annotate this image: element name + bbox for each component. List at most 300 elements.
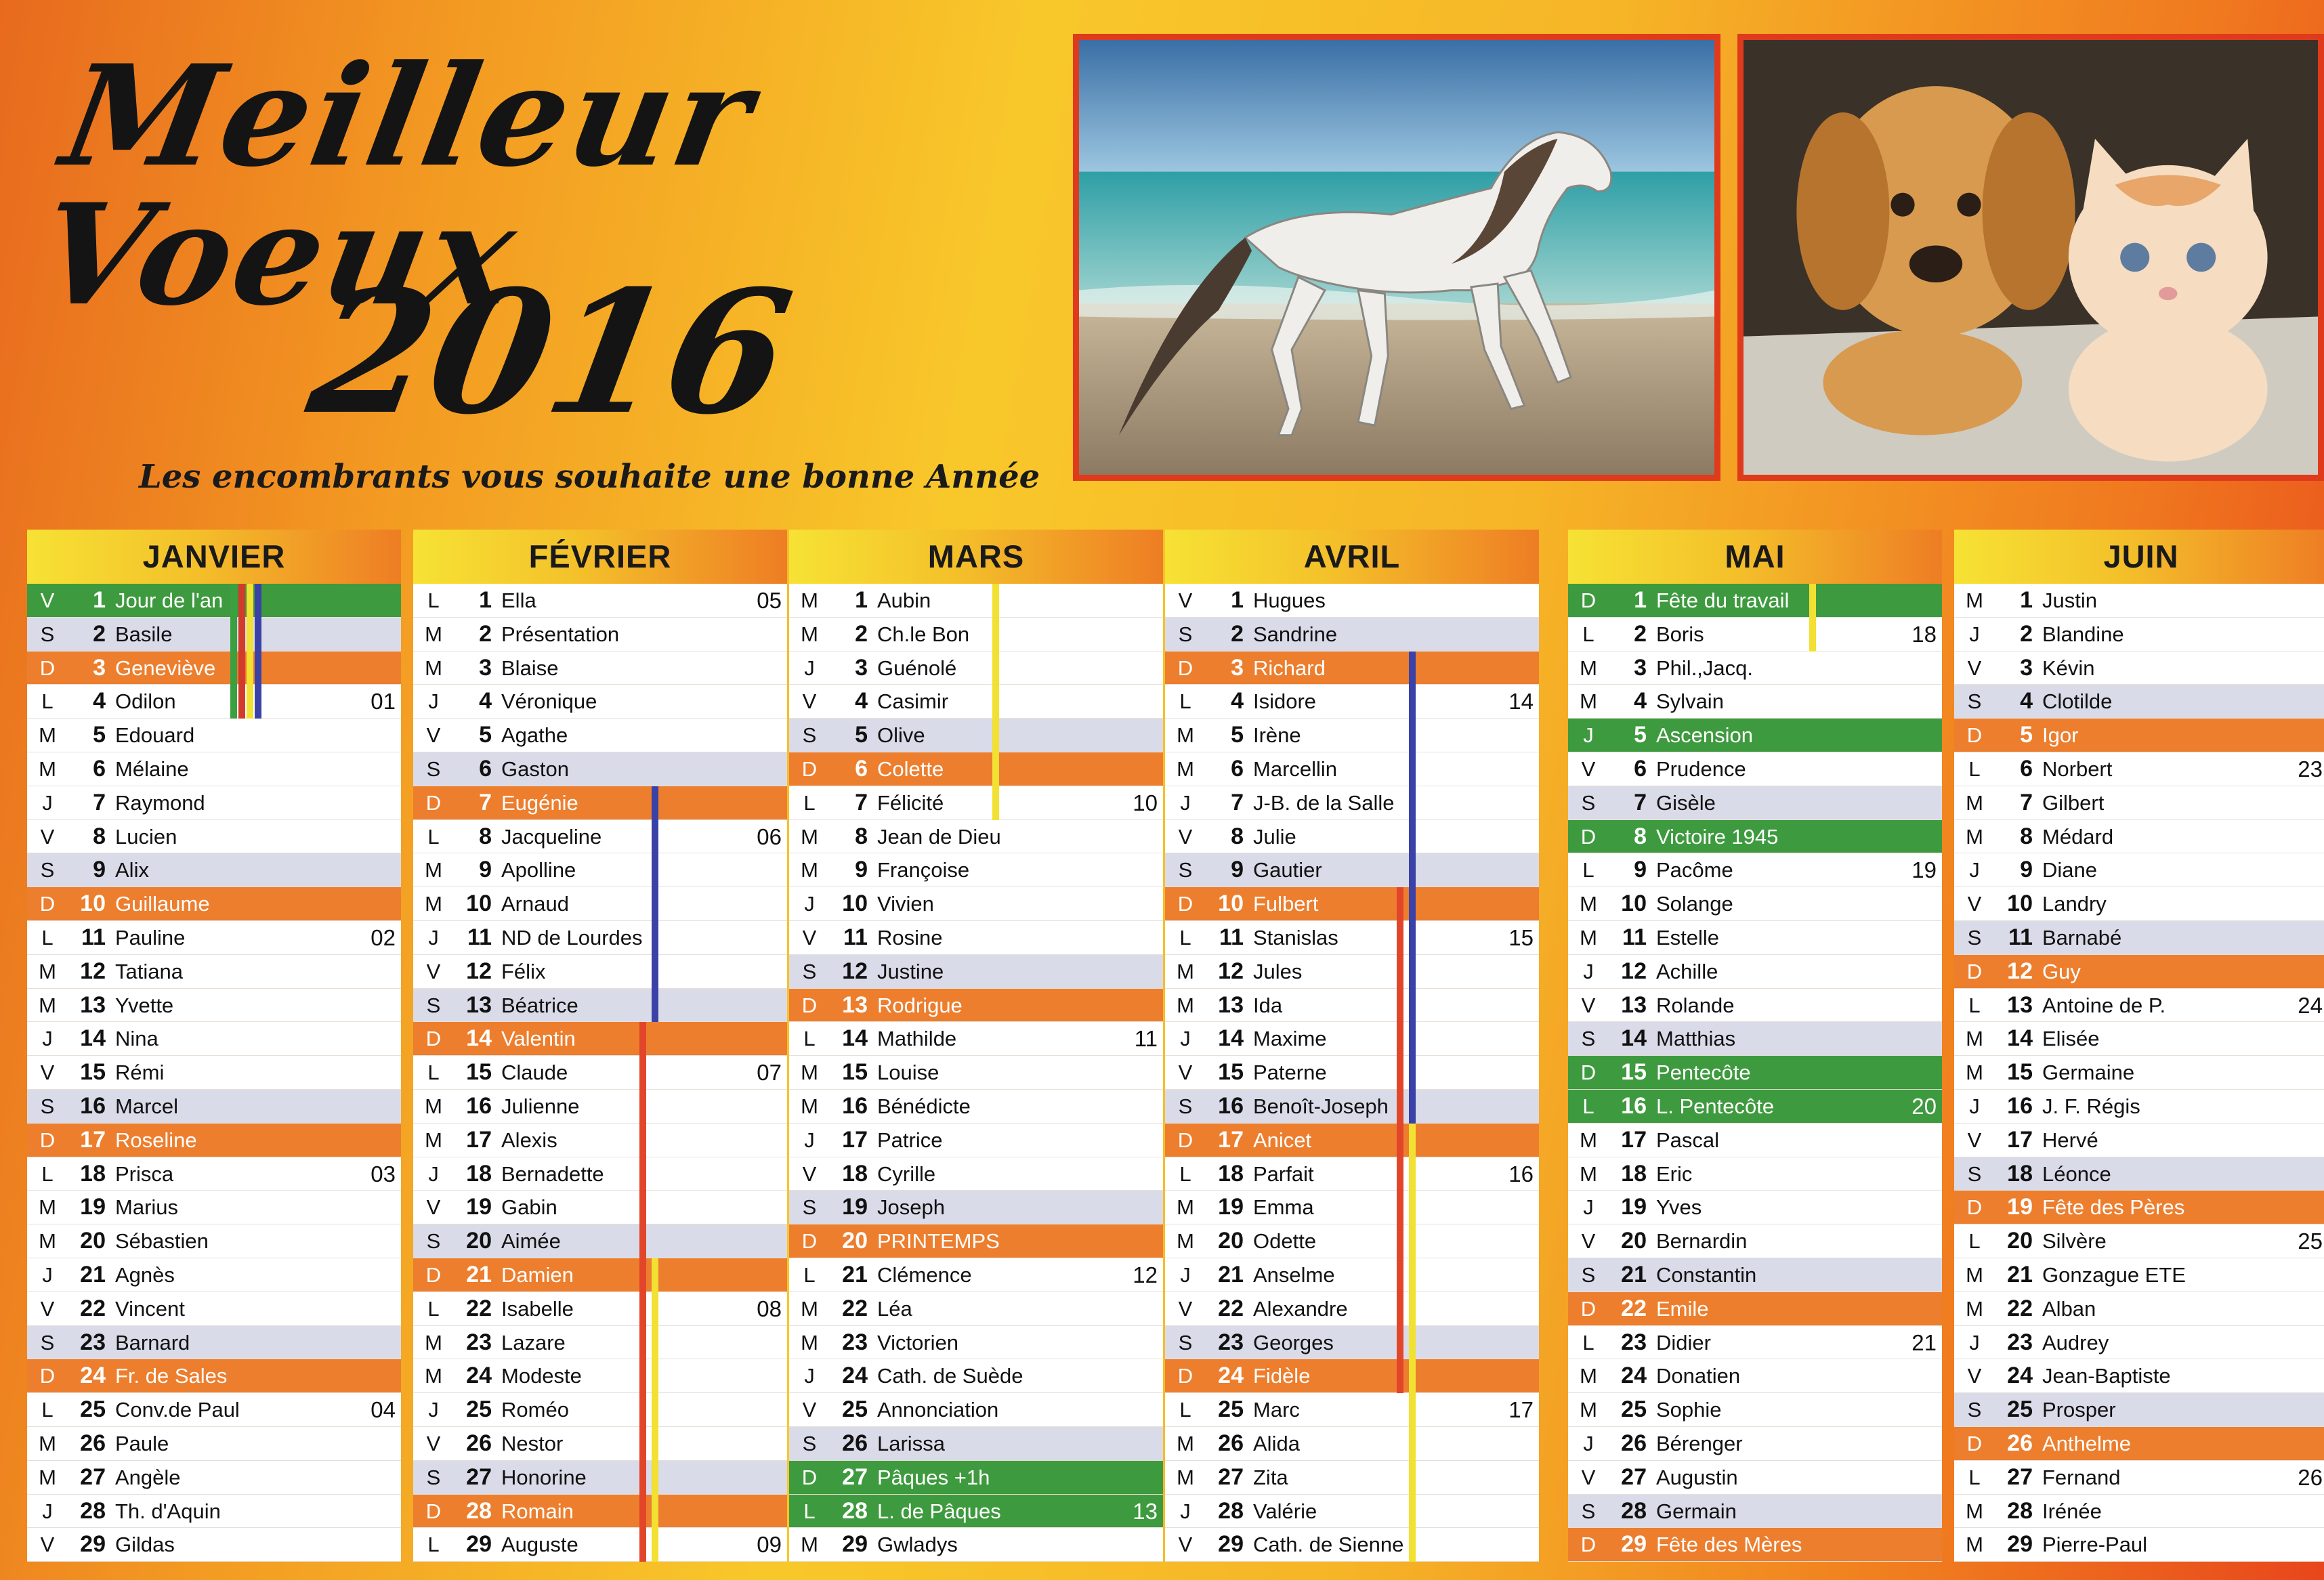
- saint-name: Isabelle: [501, 1296, 574, 1321]
- day-letter: M: [425, 622, 442, 646]
- day-number: 8: [1231, 823, 1244, 849]
- day-row: [1568, 1292, 1942, 1326]
- day-number: 29: [842, 1531, 868, 1558]
- day-row: [789, 921, 1163, 955]
- saint-name: Léonce: [2042, 1161, 2111, 1186]
- day-number: 15: [1621, 1059, 1647, 1086]
- saint-name: Irénée: [2042, 1499, 2102, 1523]
- day-row: [1165, 921, 1539, 955]
- day-letter: V: [40, 1533, 55, 1557]
- day-letter: M: [39, 723, 56, 748]
- day-number: 1: [2020, 587, 2033, 613]
- saint-name: Romain: [501, 1499, 574, 1523]
- day-row: [1165, 1157, 1539, 1191]
- day-number: 15: [2007, 1059, 2033, 1086]
- day-number: 29: [1218, 1531, 1244, 1558]
- day-row: [789, 652, 1163, 685]
- day-number: 17: [1218, 1126, 1244, 1153]
- day-number: 7: [1231, 789, 1244, 815]
- day-row: [789, 1022, 1163, 1056]
- day-row: [789, 1124, 1163, 1157]
- saint-name: Parfait: [1253, 1161, 1314, 1186]
- saint-name: Fernand: [2042, 1465, 2121, 1489]
- saint-name: Valentin: [501, 1027, 576, 1051]
- saint-name: Rodrigue: [877, 993, 963, 1017]
- day-letter: J: [804, 892, 815, 916]
- day-row: [1568, 820, 1942, 854]
- day-row: [1954, 1022, 2324, 1056]
- day-row: [27, 719, 401, 752]
- day-letter: S: [426, 1229, 441, 1254]
- day-letter: V: [1178, 1296, 1193, 1321]
- saint-name: Blandine: [2042, 622, 2124, 646]
- day-letter: J: [1969, 1330, 1980, 1354]
- day-number: 29: [1621, 1531, 1647, 1558]
- day-row: [27, 887, 401, 921]
- saint-name: Eric: [1656, 1161, 1693, 1186]
- saint-name: Hervé: [2042, 1128, 2098, 1152]
- saint-name: Audrey: [2042, 1330, 2109, 1354]
- saint-name: Vincent: [115, 1296, 185, 1321]
- day-letter: V: [1581, 756, 1596, 781]
- day-number: 25: [1218, 1396, 1244, 1423]
- day-number: 1: [93, 587, 106, 613]
- day-row: [789, 584, 1163, 618]
- week-number: 11: [1134, 1026, 1158, 1052]
- day-row: [1568, 1495, 1942, 1529]
- day-row: [27, 820, 401, 854]
- saint-name: Sébastien: [115, 1229, 209, 1254]
- day-number: 22: [466, 1295, 492, 1321]
- day-number: 25: [80, 1396, 106, 1423]
- saint-name: Gonzague ETE: [2042, 1262, 2186, 1287]
- week-number: 05: [757, 588, 782, 613]
- day-letter: D: [1580, 1061, 1597, 1085]
- day-row: [1165, 820, 1539, 854]
- day-row: [1165, 887, 1539, 921]
- week-number: 13: [1133, 1498, 1158, 1524]
- day-row: [27, 618, 401, 652]
- saint-name: Alban: [2042, 1296, 2096, 1321]
- day-number: 7: [1634, 789, 1647, 815]
- month-column: [789, 530, 1163, 1580]
- day-row: [1954, 887, 2324, 921]
- saint-name: Félix: [501, 959, 546, 983]
- day-number: 9: [1634, 857, 1647, 883]
- saint-name: Irène: [1253, 723, 1301, 748]
- day-row: [413, 1461, 787, 1495]
- day-letter: D: [39, 1128, 56, 1152]
- day-number: 21: [2007, 1261, 2033, 1287]
- day-row: [413, 887, 787, 921]
- day-number: 2: [479, 620, 492, 647]
- day-number: 6: [855, 755, 868, 782]
- day-row: [1165, 1022, 1539, 1056]
- saint-name: Th. d'Aquin: [115, 1499, 221, 1523]
- day-row: [27, 1326, 401, 1360]
- saint-name: Yves: [1656, 1195, 1702, 1220]
- day-row: [789, 1528, 1163, 1562]
- day-letter: S: [802, 959, 817, 983]
- saint-name: Alida: [1253, 1431, 1300, 1455]
- day-row: [1568, 1022, 1942, 1056]
- day-row: [1568, 1191, 1942, 1224]
- day-letter: L: [41, 1398, 54, 1422]
- calendar-grid: [27, 530, 2324, 1580]
- saint-name: Victorien: [877, 1330, 959, 1354]
- day-letter: D: [801, 1229, 818, 1254]
- day-letter: L: [803, 1499, 816, 1523]
- day-row: [1568, 1157, 1942, 1191]
- saint-name: Clémence: [877, 1262, 972, 1287]
- day-letter: D: [425, 1027, 442, 1051]
- day-letter: J: [804, 1128, 815, 1152]
- saint-name: Emma: [1253, 1195, 1314, 1220]
- day-letter: M: [425, 892, 442, 916]
- day-number: 21: [466, 1261, 492, 1287]
- day-row: [1165, 584, 1539, 618]
- saint-name: Donatien: [1656, 1364, 1741, 1388]
- saint-name: Justine: [877, 959, 944, 983]
- saint-name: Stanislas: [1253, 925, 1338, 949]
- day-row: [1568, 1461, 1942, 1495]
- saint-name: Gisèle: [1656, 790, 1716, 815]
- day-row: [789, 1224, 1163, 1258]
- day-number: 20: [842, 1228, 868, 1254]
- day-row: [1954, 1056, 2324, 1090]
- day-row: [789, 1056, 1163, 1090]
- day-number: 9: [479, 857, 492, 883]
- day-letter: D: [1966, 1195, 1983, 1220]
- saint-name: Roseline: [115, 1128, 197, 1152]
- day-row: [789, 1157, 1163, 1191]
- day-number: 22: [80, 1295, 106, 1321]
- saint-name: Cyrille: [877, 1161, 936, 1186]
- day-letter: S: [1178, 858, 1193, 882]
- day-row: [413, 786, 787, 820]
- day-number: 6: [93, 755, 106, 782]
- day-row: [1954, 1124, 2324, 1157]
- day-number: 2: [93, 620, 106, 647]
- month-header: MAI: [1568, 530, 1942, 584]
- day-number: 6: [479, 755, 492, 782]
- day-number: 14: [1621, 1025, 1647, 1052]
- saint-name: Zita: [1253, 1465, 1288, 1489]
- week-number: 26: [2298, 1464, 2323, 1490]
- saint-name: Lucien: [115, 824, 177, 849]
- day-letter: S: [40, 858, 55, 882]
- day-number: 12: [1218, 958, 1244, 984]
- day-number: 12: [80, 958, 106, 984]
- day-letter: M: [1966, 1262, 1983, 1287]
- day-row: [1165, 1528, 1539, 1562]
- day-letter: L: [427, 1061, 440, 1085]
- day-number: 18: [1621, 1160, 1647, 1187]
- day-letter: V: [1967, 892, 1982, 916]
- day-number: 26: [1621, 1430, 1647, 1456]
- day-number: 18: [1218, 1160, 1244, 1187]
- day-row: [1165, 1292, 1539, 1326]
- day-letter: M: [425, 858, 442, 882]
- week-number: 12: [1133, 1262, 1158, 1287]
- day-row: [1568, 921, 1942, 955]
- saint-name: Arnaud: [501, 892, 569, 916]
- day-letter: V: [802, 1398, 817, 1422]
- day-letter: D: [39, 656, 56, 680]
- month-header: JANVIER: [27, 530, 401, 584]
- day-number: 26: [1218, 1430, 1244, 1456]
- day-number: 9: [1231, 857, 1244, 883]
- saint-name: Augustin: [1656, 1465, 1738, 1489]
- day-number: 12: [466, 958, 492, 984]
- saint-name: Joseph: [877, 1195, 945, 1220]
- day-number: 3: [93, 654, 106, 681]
- week-number: 16: [1508, 1161, 1534, 1187]
- day-number: 29: [80, 1531, 106, 1558]
- day-letter: L: [803, 1027, 816, 1051]
- day-number: 20: [1218, 1228, 1244, 1254]
- saint-name: Achille: [1656, 959, 1718, 983]
- day-row: [1165, 1056, 1539, 1090]
- day-number: 25: [2007, 1396, 2033, 1423]
- saint-name: Mélaine: [115, 756, 189, 781]
- day-number: 3: [2020, 654, 2033, 681]
- day-letter: S: [40, 622, 55, 646]
- saint-name: Richard: [1253, 656, 1326, 680]
- day-number: 16: [1621, 1092, 1647, 1119]
- saint-name: Boris: [1656, 622, 1704, 646]
- day-letter: M: [39, 1431, 56, 1455]
- day-row: [413, 1022, 787, 1056]
- day-letter: L: [427, 1533, 440, 1557]
- day-row: [789, 1326, 1163, 1360]
- day-number: 6: [1634, 755, 1647, 782]
- day-letter: M: [39, 756, 56, 781]
- day-number: 14: [2007, 1025, 2033, 1052]
- day-number: 13: [842, 991, 868, 1018]
- day-number: 16: [2007, 1092, 2033, 1119]
- calendar-subtitle: Les encombrants vous souhaite une bonne Année: [139, 458, 1040, 496]
- saint-name: Aimée: [501, 1229, 561, 1254]
- day-number: 26: [842, 1430, 868, 1456]
- day-row: [1165, 1461, 1539, 1495]
- day-row: [789, 618, 1163, 652]
- day-letter: D: [1966, 959, 1983, 983]
- saint-name: Présentation: [501, 622, 620, 646]
- day-letter: V: [1581, 1229, 1596, 1254]
- day-letter: M: [1966, 589, 1983, 612]
- day-row: [27, 1090, 401, 1124]
- day-number: 4: [479, 688, 492, 714]
- saint-name: Igor: [2042, 723, 2079, 748]
- saint-name: Ella: [501, 589, 536, 612]
- day-number: 27: [2007, 1464, 2033, 1490]
- day-letter: M: [801, 824, 818, 849]
- day-number: 1: [855, 587, 868, 613]
- day-number: 25: [842, 1396, 868, 1423]
- day-number: 23: [1621, 1329, 1647, 1355]
- day-number: 4: [93, 688, 106, 714]
- saint-name: Olive: [877, 723, 925, 748]
- horse-photo: [1073, 34, 1720, 481]
- day-letter: M: [801, 1330, 818, 1354]
- day-letter: J: [42, 790, 53, 815]
- day-number: 1: [1231, 587, 1244, 613]
- week-number: 25: [2298, 1229, 2323, 1254]
- saint-name: Solange: [1656, 892, 1733, 916]
- day-row: [27, 1461, 401, 1495]
- day-row: [413, 1495, 787, 1529]
- day-letter: M: [425, 656, 442, 680]
- day-letter: V: [426, 1195, 441, 1220]
- day-number: 7: [479, 789, 492, 815]
- day-letter: M: [1966, 1296, 1983, 1321]
- day-row: [1954, 1258, 2324, 1292]
- day-row: [1568, 1393, 1942, 1427]
- day-number: 2: [2020, 620, 2033, 647]
- day-letter: V: [802, 1161, 817, 1186]
- day-row: [1954, 786, 2324, 820]
- day-number: 4: [1231, 688, 1244, 714]
- saint-name: Victoire 1945: [1656, 824, 1779, 849]
- saint-name: Bernardin: [1656, 1229, 1748, 1254]
- day-row: [789, 1427, 1163, 1461]
- day-letter: S: [1581, 1027, 1596, 1051]
- saint-name: Béatrice: [501, 993, 578, 1017]
- day-row: [27, 1224, 401, 1258]
- day-row: [789, 786, 1163, 820]
- day-row: [789, 1393, 1163, 1427]
- saint-name: Julienne: [501, 1094, 580, 1118]
- day-letter: D: [1580, 1296, 1597, 1321]
- day-number: 10: [80, 891, 106, 917]
- day-number: 16: [842, 1092, 868, 1119]
- day-letter: M: [1966, 824, 1983, 849]
- day-number: 16: [80, 1092, 106, 1119]
- day-number: 13: [1218, 991, 1244, 1018]
- day-number: 7: [93, 789, 106, 815]
- day-number: 11: [1219, 924, 1244, 950]
- day-row: [1954, 1461, 2324, 1495]
- day-letter: M: [1580, 1161, 1597, 1186]
- week-number: 07: [757, 1060, 782, 1086]
- saint-name: Roméo: [501, 1398, 569, 1422]
- saint-name: Fidèle: [1253, 1364, 1311, 1388]
- day-row: [27, 584, 401, 618]
- day-number: 27: [842, 1464, 868, 1490]
- saint-name: Honorine: [501, 1465, 587, 1489]
- day-number: 15: [80, 1059, 106, 1086]
- day-letter: J: [428, 925, 439, 949]
- day-row: [1568, 752, 1942, 786]
- day-letter: D: [39, 1364, 56, 1388]
- day-row: [1568, 853, 1942, 887]
- day-letter: L: [1179, 1398, 1191, 1422]
- day-row: [413, 685, 787, 719]
- day-row: [27, 1393, 401, 1427]
- saint-name: Edouard: [115, 723, 195, 748]
- saint-name: Patrice: [877, 1128, 943, 1152]
- day-letter: D: [425, 790, 442, 815]
- day-row: [413, 1124, 787, 1157]
- day-row: [1954, 1528, 2324, 1562]
- month-header: MARS: [789, 530, 1163, 584]
- day-letter: J: [42, 1027, 53, 1051]
- month-column: [1165, 530, 1539, 1580]
- day-row: [27, 1427, 401, 1461]
- saint-name: Fête des Pères: [2042, 1195, 2185, 1220]
- saint-name: Marcellin: [1253, 756, 1338, 781]
- day-letter: J: [804, 656, 815, 680]
- saint-name: Prisca: [115, 1161, 174, 1186]
- day-letter: M: [1177, 1229, 1194, 1254]
- day-number: 18: [2007, 1160, 2033, 1187]
- day-letter: S: [1967, 1398, 1982, 1422]
- day-letter: L: [1968, 1465, 1981, 1489]
- day-letter: D: [1177, 1128, 1193, 1152]
- saint-name: Colette: [877, 756, 944, 781]
- day-number: 15: [1218, 1059, 1244, 1086]
- saint-name: Prosper: [2042, 1398, 2116, 1422]
- day-row: [789, 719, 1163, 752]
- saint-name: Bérenger: [1656, 1431, 1743, 1455]
- day-number: 17: [80, 1126, 106, 1153]
- day-number: 9: [855, 857, 868, 883]
- day-number: 16: [466, 1092, 492, 1119]
- saint-name: Mathilde: [877, 1027, 957, 1051]
- saint-name: Paterne: [1253, 1061, 1327, 1085]
- day-row: [1165, 618, 1539, 652]
- day-number: 9: [93, 857, 106, 883]
- day-row: [27, 685, 401, 719]
- day-number: 15: [842, 1059, 868, 1086]
- day-row: [27, 921, 401, 955]
- day-row: [1568, 584, 1942, 618]
- day-number: 24: [80, 1363, 106, 1389]
- saint-name: Alexandre: [1253, 1296, 1348, 1321]
- day-number: 22: [1621, 1295, 1647, 1321]
- day-number: 2: [1231, 620, 1244, 647]
- day-letter: D: [39, 892, 56, 916]
- day-number: 27: [80, 1464, 106, 1490]
- day-row: [789, 685, 1163, 719]
- day-letter: L: [1179, 1161, 1191, 1186]
- day-number: 23: [1218, 1329, 1244, 1355]
- week-number: 02: [371, 924, 396, 950]
- day-letter: M: [1580, 1398, 1597, 1422]
- day-number: 14: [1218, 1025, 1244, 1052]
- day-letter: L: [1582, 858, 1594, 882]
- saint-name: Tatiana: [115, 959, 183, 983]
- saint-name: Marc: [1253, 1398, 1300, 1422]
- day-letter: V: [40, 1296, 55, 1321]
- day-row: [1568, 1326, 1942, 1360]
- day-letter: M: [1177, 756, 1194, 781]
- month-column: [27, 530, 401, 1580]
- day-number: 22: [1218, 1295, 1244, 1321]
- saint-name: Matthias: [1656, 1027, 1736, 1051]
- day-row: [413, 1157, 787, 1191]
- day-number: 23: [466, 1329, 492, 1355]
- day-row: [1165, 1393, 1539, 1427]
- day-letter: L: [1582, 1094, 1594, 1118]
- day-letter: M: [801, 858, 818, 882]
- day-row: [1954, 1292, 2324, 1326]
- day-row: [1165, 1224, 1539, 1258]
- day-letter: D: [1580, 1533, 1597, 1557]
- day-number: 24: [1621, 1363, 1647, 1389]
- puppy-kitten-photo: [1737, 34, 2324, 481]
